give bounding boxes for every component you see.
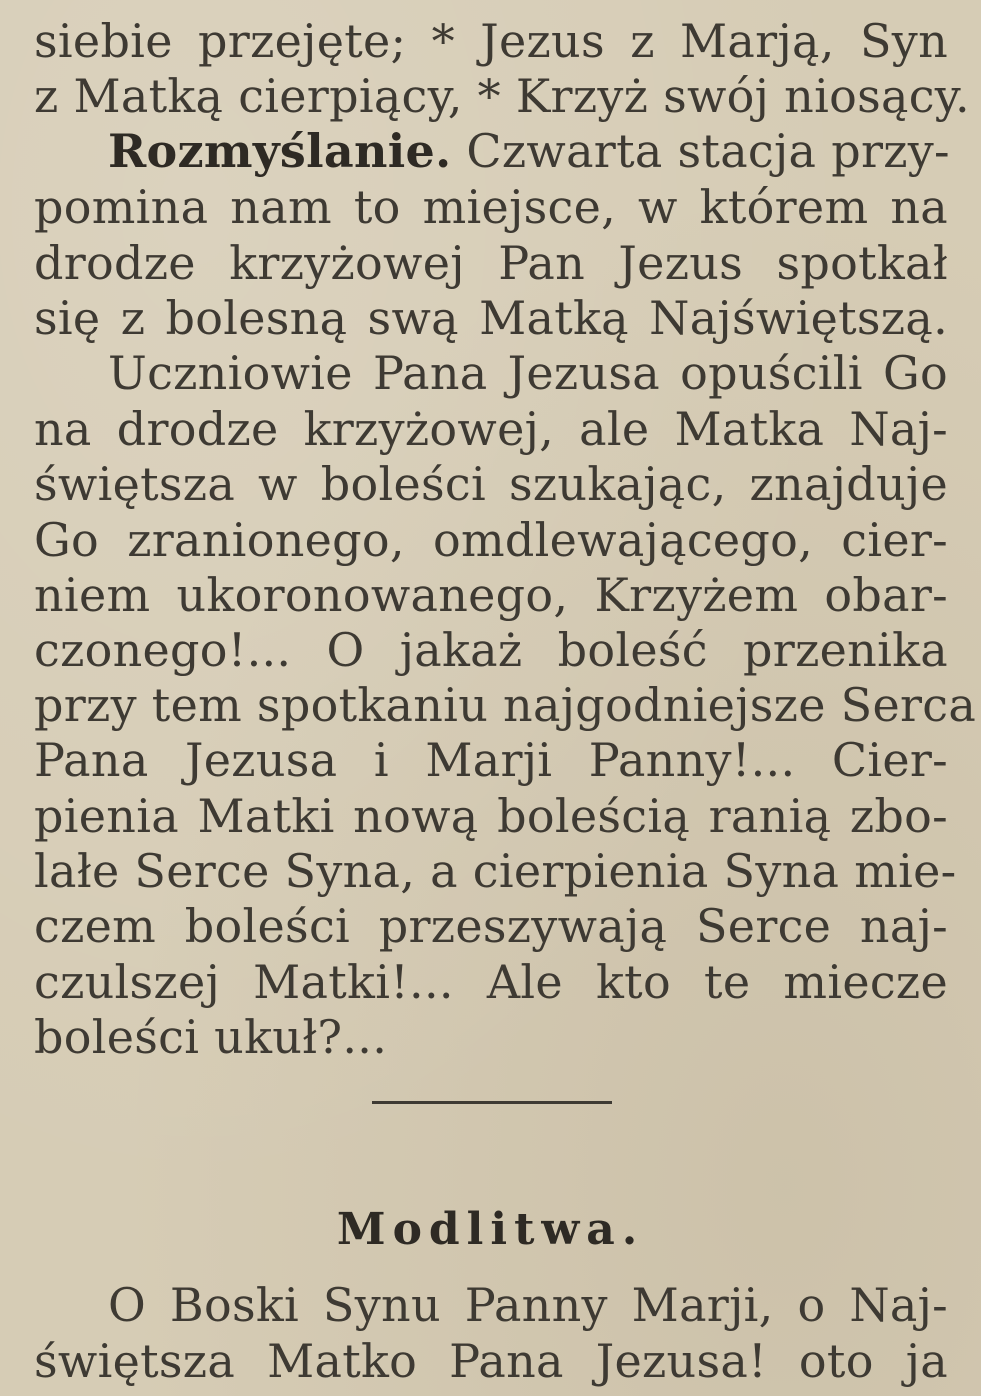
text-line: się z bolesną swą Matką Najświętszą. [34,291,948,345]
text-line: Pana Jezusa i Marji Panny!... Cier- [34,733,948,787]
text-line: Uczniowie Pana Jezusa opuścili Go [108,346,948,400]
prayer-heading: Modlitwa. [336,1204,645,1255]
text-line: na drodze krzyżowej, ale Matka Naj- [34,402,948,456]
meditation-paragraph-start [34,124,948,178]
text-line: czonego!... O jakaż boleść przenika [34,623,948,677]
text-line: czem boleści przeszywają Serce naj- [34,899,948,953]
text-line: drodze krzyżowej Pan Jezus spotkał [34,236,948,290]
paragraph-start [34,346,948,400]
meditation-label: Rozmyślanie. [108,124,452,178]
text-line: niem ukoronowanego, Krzyżem obar- [34,568,948,622]
text-line: pienia Matki nową boleścią ranią zbo- [34,789,948,843]
section-divider [372,1101,612,1104]
paragraph-start [34,1278,948,1332]
text-line: świętsza w boleści szukając, znajduje [34,457,948,511]
text-line: Czwarta stacja przy- [466,124,950,178]
text-line: O Boski Synu Panny Marji, o Naj- [108,1278,948,1332]
text-line: Go zranionego, omdlewającego, cier- [34,513,948,567]
text-line: świętsza Matko Pana Jezusa! oto ja [34,1334,948,1388]
text-line: z Matką cierpiący, * Krzyż swój niosący. [34,69,970,123]
text-line: przy tem spotkaniu najgodniejsze Serca [34,678,977,732]
text-line: boleści ukuł?... [34,1010,388,1064]
text-line: siebie przejęte; * Jezus z Marją, Syn [34,14,948,68]
text-line: lałe Serce Syna, a cierpienia Syna mie- [34,844,957,898]
text-line: czulszej Matki!... Ale kto te miecze [34,955,948,1009]
text-line: pomina nam to miejsce, w którem na [34,180,948,234]
